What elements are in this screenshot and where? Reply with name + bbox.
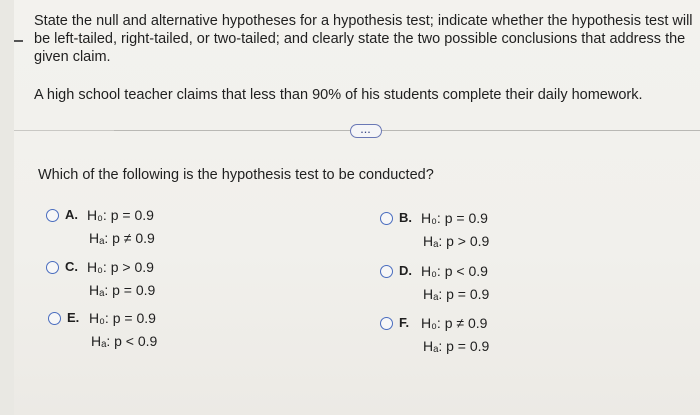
option-letter: E. xyxy=(67,310,80,325)
option-hypotheses xyxy=(421,312,489,358)
divider xyxy=(114,130,700,131)
claim-text: A high school teacher claims that less than 90% of his students complete their daily homework. xyxy=(34,87,643,103)
divider-left xyxy=(14,130,114,131)
option-c[interactable] xyxy=(46,258,155,302)
option-d[interactable] xyxy=(380,262,489,306)
option-hypotheses xyxy=(421,260,489,306)
null-hypothesis: H₀: p = 0.9 xyxy=(421,210,488,226)
alternative-hypothesis: Hₐ: p > 0.9 xyxy=(423,233,490,249)
option-f[interactable] xyxy=(380,314,489,358)
option-letter: C. xyxy=(65,259,78,274)
question-page xyxy=(14,0,700,415)
alternative-hypothesis: Hₐ: p = 0.9 xyxy=(89,282,156,298)
option-b[interactable] xyxy=(380,209,489,253)
instructions-text xyxy=(34,12,694,66)
expand-more-button[interactable]: ... xyxy=(350,124,382,138)
question-text: Which of the following is the hypothesis test to be conducted? xyxy=(38,167,434,183)
option-hypotheses xyxy=(87,204,155,250)
instructions-paragraph: State the null and alternative hypotheses for a hypothesis test; indicate whether the hypothesis test will be left-tailed, right-tailed, or two-tailed; and clearly state the two possible conclusions that address the given claim. xyxy=(34,13,693,65)
option-letter: D. xyxy=(399,263,412,278)
null-hypothesis: H₀: p < 0.9 xyxy=(421,263,488,279)
radio-button-b[interactable] xyxy=(380,212,393,225)
alternative-hypothesis: Hₐ: p < 0.9 xyxy=(91,333,158,349)
option-hypotheses xyxy=(89,307,157,353)
null-hypothesis: H₀: p > 0.9 xyxy=(87,259,154,275)
alternative-hypothesis: Hₐ: p ≠ 0.9 xyxy=(89,230,155,246)
alternative-hypothesis: Hₐ: p = 0.9 xyxy=(423,338,490,354)
null-hypothesis: H₀: p = 0.9 xyxy=(87,207,154,223)
option-hypotheses xyxy=(421,207,489,253)
radio-button-a[interactable] xyxy=(46,209,59,222)
option-letter: B. xyxy=(399,210,412,225)
option-e[interactable] xyxy=(48,309,157,353)
null-hypothesis: H₀: p ≠ 0.9 xyxy=(421,315,488,331)
null-hypothesis: H₀: p = 0.9 xyxy=(89,310,156,326)
alternative-hypothesis: Hₐ: p = 0.9 xyxy=(423,286,490,302)
left-edge-marker xyxy=(14,40,23,42)
radio-button-c[interactable] xyxy=(46,261,59,274)
option-letter: F. xyxy=(399,315,410,330)
option-letter: A. xyxy=(65,207,78,222)
option-hypotheses xyxy=(87,256,155,302)
radio-button-d[interactable] xyxy=(380,265,393,278)
radio-button-e[interactable] xyxy=(48,312,61,325)
option-a[interactable] xyxy=(46,206,155,250)
radio-button-f[interactable] xyxy=(380,317,393,330)
